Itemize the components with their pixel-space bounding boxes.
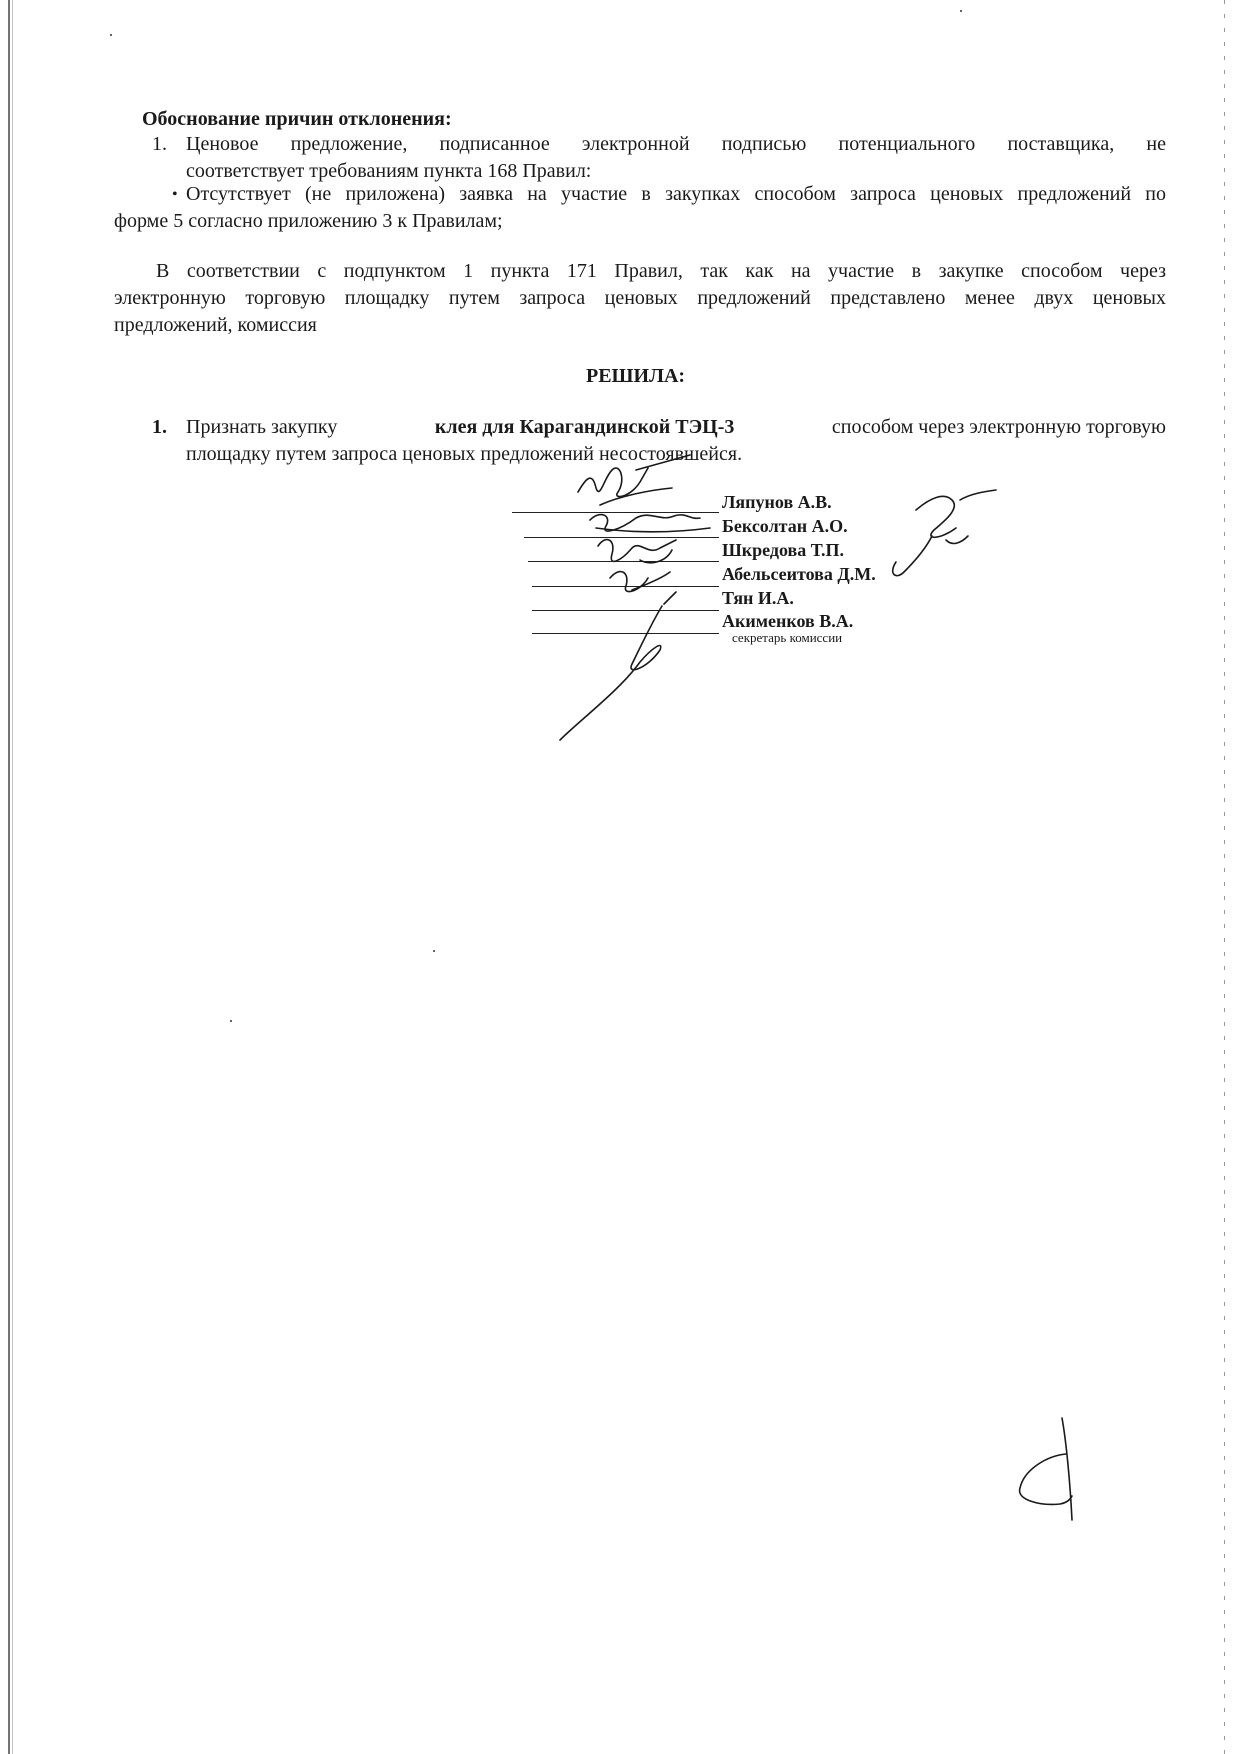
signatory-name: Шкредова Т.П. — [722, 540, 844, 560]
decision-object: клея для Карагандинской ТЭЦ-3 — [434, 416, 735, 438]
basis-line: предложений, комиссия — [114, 314, 317, 336]
signatory-name: Акименков В.А. — [722, 611, 854, 631]
secretary-note: секретарь комиссии — [732, 630, 843, 645]
bullet-line: форме 5 согласно приложению 3 к Правилам; — [114, 210, 503, 232]
decision-item-line: площадку путем запроса ценовых предложений несостоявшейся. — [186, 443, 743, 465]
bullet-line: Отсутствует (не приложена) заявка на участие в закупках способом запроса ценовых предложений по — [186, 183, 1166, 205]
signatory-name: Тян И.А. — [722, 588, 794, 608]
reason-item-line: соответствует требованиям пункта 168 Правил: — [186, 160, 592, 182]
bullet: • — [172, 186, 178, 203]
signatory-name: Бексолтан А.О. — [722, 516, 848, 536]
decision-heading: РЕШИЛА: — [586, 365, 686, 387]
reasons-title: Обоснование причин отклонения: — [142, 108, 452, 130]
signatory-name: Абельсеитова Д.М. — [722, 564, 876, 584]
basis-line: электронную торговую площадку путем запроса ценовых предложений представлено менее двух ценовых — [114, 287, 1166, 309]
list-number: 1. — [152, 416, 167, 438]
list-number: 1. — [152, 133, 167, 155]
basis-line: В соответствии с подпунктом 1 пункта 171 Правил, так как на участие в закупке способом через — [156, 260, 1166, 282]
decision-text: Признать закупку — [186, 416, 338, 438]
decision-text: способом через электронную торговую — [831, 416, 1166, 438]
signatory-name: Ляпунов А.В. — [722, 492, 832, 512]
reason-item-line: Ценовое предложение, подписанное электронной подписью потенциального поставщика, не — [186, 133, 1166, 155]
